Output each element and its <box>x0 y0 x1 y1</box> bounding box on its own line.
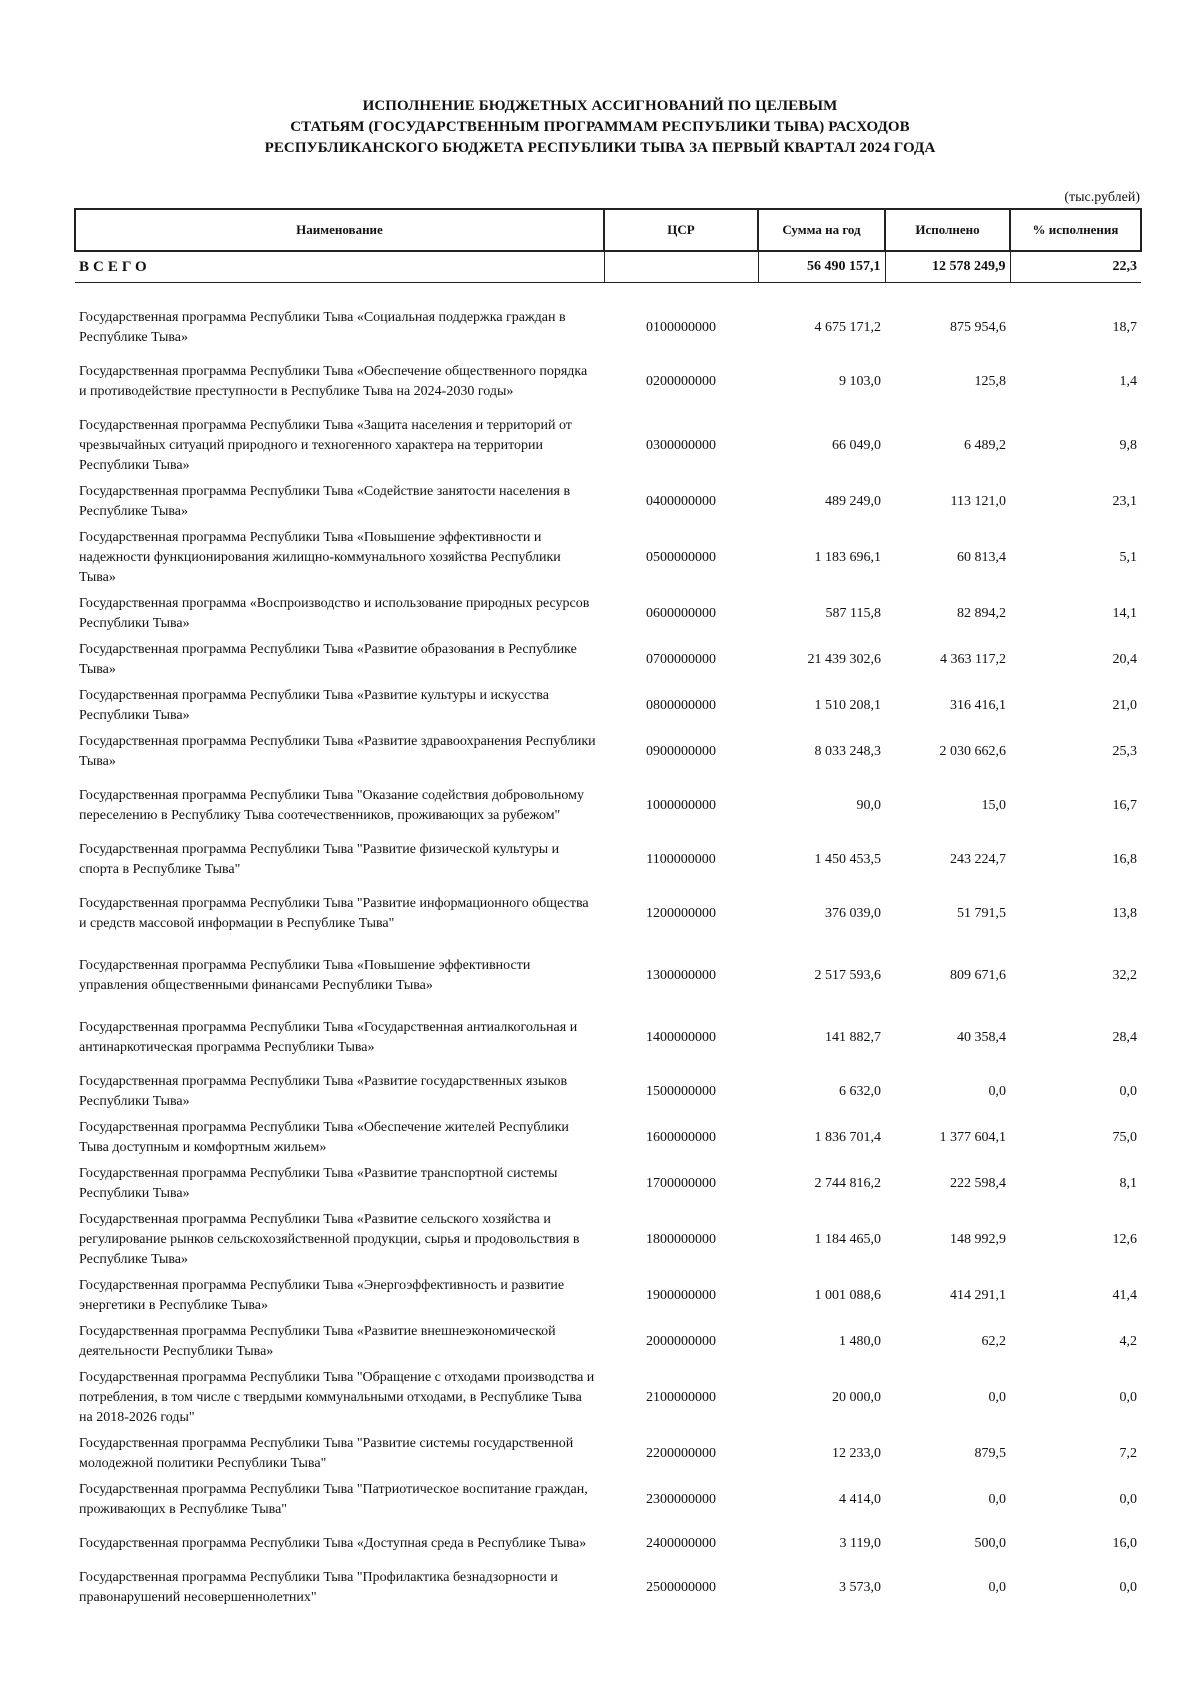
row-pct: 0,0 <box>1119 1390 1137 1405</box>
row-sum: 6 632,0 <box>839 1084 881 1099</box>
column-header-pct: % исполнения <box>1010 209 1141 251</box>
row-done: 879,5 <box>974 1446 1006 1461</box>
row-pct: 0,0 <box>1119 1492 1137 1507</box>
row-code: 0600000000 <box>646 606 716 621</box>
table-row <box>75 1273 1141 1319</box>
row-code: 0100000000 <box>646 320 716 335</box>
row-name: Государственная программа Республики Тыва «Доступная среда в Республике Тыва» <box>79 1536 587 1551</box>
row-code: 1800000000 <box>646 1232 716 1247</box>
table-row <box>75 413 1141 479</box>
row-pct: 75,0 <box>1112 1130 1137 1145</box>
row-sum: 1 480,0 <box>839 1334 881 1349</box>
row-done: 4 363 117,2 <box>940 652 1006 667</box>
column-header-done: Исполнено <box>885 209 1010 251</box>
table-row <box>75 729 1141 775</box>
table-row <box>75 305 1141 351</box>
total-code-cell <box>604 251 758 283</box>
row-pct: 12,6 <box>1112 1232 1137 1247</box>
row-sum: 4 414,0 <box>839 1492 881 1507</box>
row-pct: 16,8 <box>1112 852 1137 867</box>
table-body <box>75 251 1141 1611</box>
row-done: 113 121,0 <box>950 494 1006 509</box>
table-row <box>75 1477 1141 1523</box>
row-name: Государственная программа Республики Тыва «Развитие транспортной системы Республики Тыва» <box>79 1166 558 1201</box>
row-pct: 21,0 <box>1112 698 1137 713</box>
row-done: 82 894,2 <box>957 606 1006 621</box>
total-row <box>75 251 1141 283</box>
row-name: Государственная программа Республики Тыва "Оказание содействия добровольному переселению в Республику Тыва соотечественников, проживающих за рубежом" <box>79 788 584 823</box>
row-code: 1400000000 <box>646 1030 716 1045</box>
row-done: 222 598,4 <box>950 1176 1006 1191</box>
row-code: 1200000000 <box>646 906 716 921</box>
table-row <box>75 683 1141 729</box>
row-done: 62,2 <box>981 1334 1006 1349</box>
row-done: 0,0 <box>988 1084 1006 1099</box>
row-done: 60 813,4 <box>957 550 1006 565</box>
table-row <box>75 351 1141 413</box>
row-name: Государственная программа Республики Тыва "Патриотическое воспитание граждан, проживающих в Республике Тыва" <box>79 1482 588 1517</box>
row-sum: 1 183 696,1 <box>814 550 881 565</box>
row-sum: 21 439 302,6 <box>807 652 881 667</box>
title-line-3: РЕСПУБЛИКАНСКОГО БЮДЖЕТА РЕСПУБЛИКИ ТЫВА ЗА ПЕРВЫЙ КВАРТАЛ 2024 ГОДА <box>264 140 936 156</box>
row-code: 1300000000 <box>646 968 716 983</box>
row-sum: 587 115,8 <box>825 606 881 621</box>
row-sum: 1 510 208,1 <box>814 698 881 713</box>
row-name: Государственная программа Республики Тыва «Энергоэффективность и развитие энергетики в Республике Тыва» <box>79 1278 565 1313</box>
row-name: Государственная программа Республики Тыва «Государственная антиалкогольная и антинаркотическая программа Республики Тыва» <box>79 1020 578 1055</box>
row-name: Государственная программа Республики Тыва «Обеспечение жителей Республики Тыва доступным и комфортным жильем» <box>79 1120 569 1155</box>
table-row <box>75 1007 1141 1069</box>
row-code: 1600000000 <box>646 1130 716 1145</box>
row-done: 1 377 604,1 <box>939 1130 1006 1145</box>
row-code: 2400000000 <box>646 1536 716 1551</box>
table-row <box>75 1115 1141 1161</box>
row-code: 0900000000 <box>646 744 716 759</box>
row-name: Государственная программа Республики Тыва "Обращение с отходами производства и потребления, в том числе с твердыми коммунальными отходами, в Республике Тыва на 2018-2026 годы" <box>79 1370 595 1425</box>
row-pct: 4,2 <box>1119 1334 1137 1349</box>
row-name: Государственная программа Республики Тыва «Развитие внешнеэкономической деятельности Республики Тыва» <box>79 1324 556 1359</box>
row-pct: 16,7 <box>1112 798 1137 813</box>
row-sum: 8 033 248,3 <box>814 744 881 759</box>
row-code: 0500000000 <box>646 550 716 565</box>
row-code: 2000000000 <box>646 1334 716 1349</box>
table-row <box>75 525 1141 591</box>
column-header-sum: Сумма на год <box>758 209 885 251</box>
row-sum: 9 103,0 <box>839 374 881 389</box>
table-row <box>75 1161 1141 1207</box>
row-sum: 1 836 701,4 <box>814 1130 881 1145</box>
row-pct: 16,0 <box>1112 1536 1137 1551</box>
row-code: 0800000000 <box>646 698 716 713</box>
total-pct: 22,3 <box>1010 251 1141 283</box>
row-done: 2 030 662,6 <box>939 744 1006 759</box>
title-line-2: СТАТЬЯМ (ГОСУДАРСТВЕННЫМ ПРОГРАММАМ РЕСПУБЛИКИ ТЫВА) РАСХОДОВ <box>290 119 910 135</box>
table-row <box>75 775 1141 837</box>
total-done: 12 578 249,9 <box>885 251 1010 283</box>
row-pct: 13,8 <box>1112 906 1137 921</box>
row-done: 316 416,1 <box>950 698 1006 713</box>
row-done: 6 489,2 <box>964 438 1006 453</box>
row-code: 2100000000 <box>646 1390 716 1405</box>
row-code: 1000000000 <box>646 798 716 813</box>
row-name: Государственная программа Республики Тыва «Защита населения и территорий от чрезвычайных ситуаций природного и техногенного характера на территории Республики Тыва» <box>79 418 572 473</box>
row-sum: 66 049,0 <box>832 438 881 453</box>
table-row <box>75 1207 1141 1273</box>
row-code: 2300000000 <box>646 1492 716 1507</box>
row-sum: 12 233,0 <box>832 1446 881 1461</box>
row-name: Государственная программа Республики Тыва «Повышение эффективности управления общественными финансами Республики Тыва» <box>79 958 531 993</box>
table-row <box>75 591 1141 637</box>
row-pct: 18,7 <box>1112 320 1137 335</box>
row-name: Государственная программа Республики Тыва «Развитие сельского хозяйства и регулирование рынков сельскохозяйственной продукции, сырья и продовольствия в Республике Тыва» <box>79 1212 580 1267</box>
row-code: 0400000000 <box>646 494 716 509</box>
row-sum: 141 882,7 <box>825 1030 881 1045</box>
column-header-code: ЦСР <box>604 209 758 251</box>
row-name: Государственная программа Республики Тыва "Профилактика безнадзорности и правонарушений несовершеннолетних" <box>79 1570 558 1605</box>
document-title <box>180 96 1020 159</box>
table-row <box>75 479 1141 525</box>
row-sum: 1 001 088,6 <box>814 1288 881 1303</box>
row-name: Государственная программа Республики Тыва «Развитие здравоохранения Республики Тыва» <box>79 734 596 769</box>
row-name: Государственная программа Республики Тыва «Развитие государственных языков Республики Тыва» <box>79 1074 568 1109</box>
table-row <box>75 1319 1141 1365</box>
row-sum: 3 573,0 <box>839 1580 881 1595</box>
row-done: 125,8 <box>974 374 1006 389</box>
row-code: 0700000000 <box>646 652 716 667</box>
row-pct: 5,1 <box>1119 550 1137 565</box>
row-sum: 1 450 453,5 <box>814 852 881 867</box>
row-code: 0300000000 <box>646 438 716 453</box>
table-header <box>75 209 1141 251</box>
row-pct: 8,1 <box>1119 1176 1137 1191</box>
row-pct: 0,0 <box>1119 1084 1137 1099</box>
spacer-row <box>75 283 1141 306</box>
row-pct: 23,1 <box>1112 494 1137 509</box>
row-pct: 32,2 <box>1112 968 1137 983</box>
row-done: 0,0 <box>988 1390 1006 1405</box>
row-name: Государственная программа Республики Тыва «Повышение эффективности и надежности функционирования жилищно-коммунального хозяйства Республики Тыва» <box>79 530 561 585</box>
row-sum: 3 119,0 <box>839 1536 881 1551</box>
row-sum: 376 039,0 <box>825 906 881 921</box>
table-row <box>75 837 1141 883</box>
table-row <box>75 945 1141 1007</box>
table-row <box>75 1365 1141 1431</box>
title-line-1: ИСПОЛНЕНИЕ БЮДЖЕТНЫХ АССИГНОВАНИЙ ПО ЦЕЛЕВЫМ <box>362 98 838 114</box>
row-done: 809 671,6 <box>950 968 1006 983</box>
units-label: (тыс.рублей) <box>1064 190 1140 205</box>
row-code: 0200000000 <box>646 374 716 389</box>
row-pct: 7,2 <box>1119 1446 1137 1461</box>
row-done: 40 358,4 <box>957 1030 1006 1045</box>
total-label: ВСЕГО <box>75 251 604 283</box>
row-code: 1500000000 <box>646 1084 716 1099</box>
row-sum: 489 249,0 <box>825 494 881 509</box>
table-row <box>75 883 1141 945</box>
row-code: 1100000000 <box>646 852 716 867</box>
row-name: Государственная программа «Воспроизводство и использование природных ресурсов Республики Тыва» <box>79 596 590 631</box>
row-name: Государственная программа Республики Тыва "Развитие системы государственной молодежной политики Республики Тыва" <box>79 1436 574 1471</box>
row-pct: 28,4 <box>1112 1030 1137 1045</box>
column-header-name: Наименование <box>75 209 604 251</box>
row-done: 875 954,6 <box>950 320 1006 335</box>
row-pct: 14,1 <box>1112 606 1137 621</box>
row-pct: 1,4 <box>1119 374 1137 389</box>
row-code: 1700000000 <box>646 1176 716 1191</box>
row-done: 500,0 <box>974 1536 1006 1551</box>
row-done: 0,0 <box>988 1492 1006 1507</box>
row-name: Государственная программа Республики Тыва «Содействие занятости населения в Республике Тыва» <box>79 484 571 519</box>
row-pct: 0,0 <box>1119 1580 1137 1595</box>
row-sum: 2 517 593,6 <box>814 968 881 983</box>
row-done: 15,0 <box>981 798 1006 813</box>
row-name: Государственная программа Республики Тыва «Обеспечение общественного порядка и противодействие преступности в Республике Тыва на 2024-2030 годы» <box>79 364 588 399</box>
row-sum: 1 184 465,0 <box>814 1232 881 1247</box>
row-pct: 41,4 <box>1112 1288 1137 1303</box>
row-name: Государственная программа Республики Тыва "Развитие информационного общества и средств массовой информации в Республике Тыва" <box>79 896 589 931</box>
row-code: 1900000000 <box>646 1288 716 1303</box>
table-row <box>75 1565 1141 1611</box>
row-sum: 90,0 <box>856 798 881 813</box>
budget-table <box>74 208 1142 1611</box>
table-row <box>75 1431 1141 1477</box>
row-done: 51 791,5 <box>957 906 1006 921</box>
row-name: Государственная программа Республики Тыва "Развитие физической культуры и спорта в Республике Тыва" <box>79 842 560 877</box>
row-name: Государственная программа Республики Тыва «Развитие образования в Республике Тыва» <box>79 642 577 677</box>
row-name: Государственная программа Республики Тыва «Развитие культуры и искусства Республики Тыва» <box>79 688 549 723</box>
row-pct: 9,8 <box>1119 438 1137 453</box>
row-done: 148 992,9 <box>950 1232 1006 1247</box>
row-pct: 20,4 <box>1112 652 1137 667</box>
row-code: 2200000000 <box>646 1446 716 1461</box>
row-done: 414 291,1 <box>950 1288 1006 1303</box>
row-sum: 2 744 816,2 <box>814 1176 881 1191</box>
row-code: 2500000000 <box>646 1580 716 1595</box>
row-name: Государственная программа Республики Тыва «Социальная поддержка граждан в Республике Тыва» <box>79 310 566 345</box>
table-row <box>75 1069 1141 1115</box>
row-sum: 4 675 171,2 <box>814 320 881 335</box>
row-done: 243 224,7 <box>950 852 1006 867</box>
row-done: 0,0 <box>988 1580 1006 1595</box>
table-row <box>75 637 1141 683</box>
row-pct: 25,3 <box>1112 744 1137 759</box>
total-sum: 56 490 157,1 <box>758 251 885 283</box>
row-sum: 20 000,0 <box>832 1390 881 1405</box>
table-row <box>75 1523 1141 1565</box>
